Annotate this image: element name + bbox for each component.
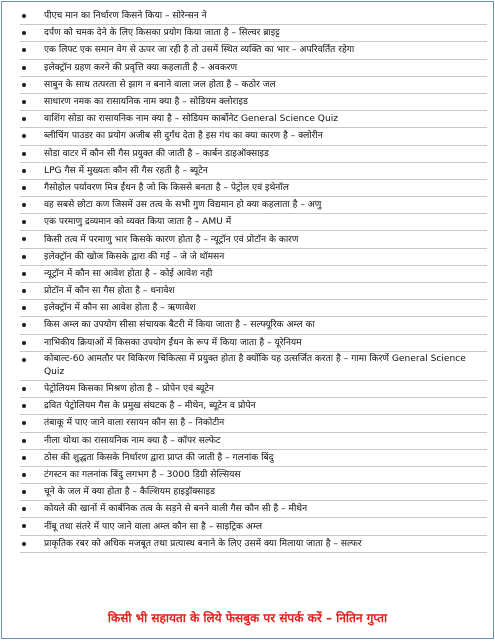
quiz-list (2, 2, 493, 553)
list-item: किसी तत्व में परमाणु भार किसके कारण होता है – न्यूट्रॉन एवं प्रोटॉन के कारण (20, 231, 487, 248)
list-item: किस अम्ल का उपयोग सीसा संचायक बैटरी में किया जाता है – सल्फ्यूरिक अम्ल का (20, 317, 487, 334)
list-item: एक परमाणु द्रव्यमान को व्यक्त किया जाता है – AMU में (20, 214, 487, 231)
list-item: इलेक्ट्रॉन की खोज किसके द्वारा की गई – जे जे थॉमसन (20, 249, 487, 266)
list-item: पीएच मान का निर्धारण किसने किया – सोरेन्सन ने (20, 8, 487, 25)
list-item: कोबाल्ट-60 आमतौर पर विकिरण चिकित्सा में प्रयुक्त होता है क्योंकि यह उत्सर्जित करता है – गामा किरणें General Science Quiz (20, 352, 487, 381)
list-item: ठोस की शुद्धता किसके निर्धारण द्वारा प्राप्त की जाती है – गलनांक बिंदु (20, 450, 487, 467)
list-item: साबुन के साथ तत्परता से झाग न बनाने वाला जल होता है – कठोर जल (20, 77, 487, 94)
list-item: कोयले की खानों में कार्बनिक तत्व के सड़ने से बनने वाली गैस कौन सी है – मीथेन (20, 501, 487, 518)
list-item: प्राकृतिक रबर को अधिक मजबूत तथा प्रत्यास्थ बनाने के लिए उसमें क्या मिलाया जाता है – सल्फर (20, 536, 487, 553)
list-item: इलेक्ट्रॉन में कौन सा आवेश होता है – ऋणावेश (20, 300, 487, 317)
list-item: वाशिंग सोडा का रासायनिक नाम क्या है – सोडियम कार्बोनेट General Science Quiz (20, 111, 487, 128)
list-item: तंबाकू में पाए जाने वाला रसायन कौन सा है – निकोटीन (20, 415, 487, 432)
list-item: न्यूट्रॉन में कौन सा आवेश होता है – कोई आवेश नही (20, 266, 487, 283)
list-item: साधारण नमक का रासायनिक नाम क्या है – सोडियम क्लोराइड (20, 94, 487, 111)
list-item: एक लिफ्ट एक समान वेग से ऊपर जा रही है तो उसमें स्थित व्यक्ति का भार – अपरिवर्तित रहेगा (20, 42, 487, 59)
list-item: टंगस्टन का गलनांक बिंदु लगभग है – 3000 डिग्री सेल्सियस (20, 467, 487, 484)
list-item: नींबू तथा संतरे में पाए जाने वाला अम्ल कौन सा है – साइट्रिक अम्ल (20, 518, 487, 535)
document-page (1, 1, 494, 639)
list-item: ब्लीचिंग पाउडर का प्रयोग अजीब सी दुर्गंध देता है इस गंध का क्या कारण है – क्लोरीन (20, 128, 487, 145)
list-item: नीला थोथा का रासायनिक नाम क्या है – कॉपर सल्फेट (20, 433, 487, 450)
list-item: चूने के जल में क्या होता है – कैल्शियम हाइड्रॉक्साइड (20, 484, 487, 501)
list-item: वह सबसे छोटा कण जिसमें उस तत्व के सभी गुण विद्यमान हो क्या कहलाता है – अणु (20, 197, 487, 214)
list-item: द्रवित पेट्रोलियम गैस के प्रमुख संघटक है – मीथेन, ब्यूटेन व प्रोपेन (20, 398, 487, 415)
list-item: सोडा वाटर में कौन सी गैस प्रयुक्त की जाती है – कार्बन डाइऑक्साइड (20, 146, 487, 163)
list-item: नाभिकीय क्रियाओं में किसका उपयोग ईंधन के रूप में किया जाता है – यूरेनियम (20, 335, 487, 352)
list-item: गैसोहोल पर्यावरण मित्र ईंधन है जो कि किससे बनता है – पेट्रोल एवं इथेनॉल (20, 180, 487, 197)
list-item: इलेक्ट्रॉन ग्रहण करने की प्रवृत्ति क्या कहलाती है – अवकरण (20, 60, 487, 77)
list-item: प्रोटॉन में कौन सा गैस होता है – धनावेश (20, 283, 487, 300)
contact-footer: किसी भी सहायता के लिये फेसबुक पर संपर्क करें – नितिन गुप्ता (107, 611, 388, 625)
list-item: LPG गैस में मुख्यतः कौन सी गैस रहती है – ब्यूटेन (20, 163, 487, 180)
list-item: दर्पण को चमक देने के लिए किसका प्रयोग किया जाता है – सिल्वर ब्राइट्ट (20, 25, 487, 42)
list-item: पेट्रोलियम किसका मिश्रण होता है – प्रोपेन एवं ब्यूटेन (20, 381, 487, 398)
